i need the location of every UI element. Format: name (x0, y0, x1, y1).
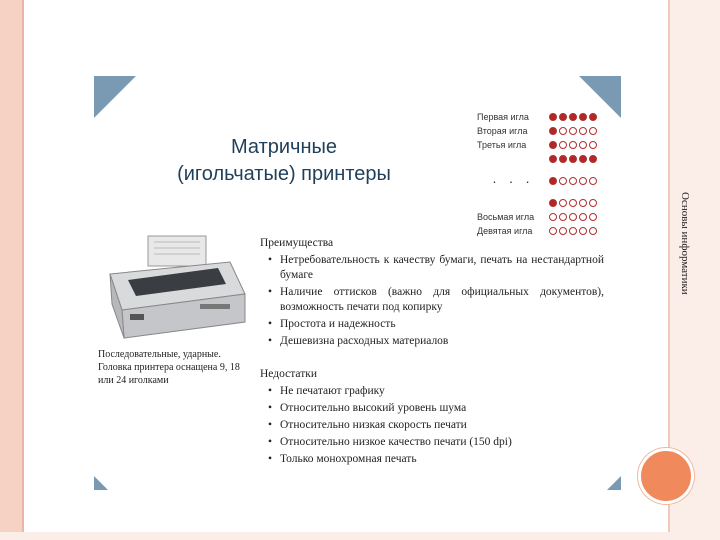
needle-dot (589, 155, 597, 163)
needle-dots (549, 213, 597, 221)
needle-dot (579, 227, 587, 235)
needle-dot (579, 113, 587, 121)
list-item: • Дешевизна расходных материалов (268, 335, 449, 347)
needle-dots (549, 227, 597, 235)
left-frame-band (0, 0, 22, 540)
needle-dot (549, 199, 557, 207)
left-frame-line (22, 0, 24, 540)
needle-dot (559, 113, 567, 121)
needle-dot (549, 227, 557, 235)
list-item: • Не печатают графику (268, 385, 385, 397)
list-item-text: Только монохромная печать (280, 453, 417, 465)
side-label: Основы информатики (679, 192, 691, 295)
list-item: • Наличие оттисков (важно для официальных документов), возможность печати под копирку (268, 286, 604, 313)
decorative-circle (638, 448, 694, 504)
needle-dot (589, 127, 597, 135)
needle-row (477, 110, 617, 124)
needle-label: Восьмая игла (477, 212, 535, 222)
needle-dot (589, 177, 597, 185)
corner-bottom-left (94, 476, 108, 490)
needle-dot (589, 141, 597, 149)
list-item-text: Относительно высокий уровень шума (280, 402, 467, 414)
list-item-text: Наличие оттисков (важно для официальных документов), возможность печати под копирку (280, 286, 604, 313)
needle-dot (549, 127, 557, 135)
list-item: • Относительно низкая скорость печати (268, 419, 467, 431)
needle-dot (549, 113, 557, 121)
needle-dot (559, 127, 567, 135)
list-item-text: Нетребовательность к качеству бумаги, печать на нестандартной бумаге (280, 254, 604, 281)
list-item: • Относительно низкое качество печати (150 dpi) (268, 436, 512, 448)
needle-dot (549, 177, 557, 185)
needle-dot (569, 155, 577, 163)
needle-dot (579, 199, 587, 207)
needle-label: Третья игла (477, 140, 527, 150)
list-item: • Относительно высокий уровень шума (268, 402, 467, 414)
needle-dot (569, 127, 577, 135)
needle-row (477, 210, 617, 224)
needle-dot (559, 177, 567, 185)
needle-dot (569, 199, 577, 207)
needle-dot (589, 213, 597, 221)
needle-row (477, 124, 617, 138)
needle-dot (569, 213, 577, 221)
caption-line: или 24 иголками (98, 375, 169, 386)
needle-dot (589, 199, 597, 207)
title-line: (игольчатые) принтеры (177, 163, 391, 185)
needle-dots (549, 127, 597, 135)
needle-dot (579, 213, 587, 221)
needle-dot (569, 141, 577, 149)
disadvantages-heading: Недостатки (260, 368, 317, 380)
needle-dot (559, 141, 567, 149)
needle-dot (569, 113, 577, 121)
caption-line: Последовательные, ударные. (98, 349, 221, 360)
needle-dots (549, 199, 597, 207)
needle-dot (589, 113, 597, 121)
list-item-text: Не печатают графику (280, 385, 385, 397)
needle-dot (559, 199, 567, 207)
needle-label: Первая игла (477, 112, 529, 122)
needle-dots (549, 155, 597, 163)
needle-dot (549, 155, 557, 163)
printer-caption (98, 348, 258, 387)
needle-ellipsis: · · · (492, 173, 534, 189)
needle-dot (579, 127, 587, 135)
list-item: • Нетребовательность к качеству бумаги, печать на нестандартной бумаге (268, 254, 604, 281)
needle-dot (569, 177, 577, 185)
needle-label: Вторая игла (477, 126, 528, 136)
list-item-text: Относительно низкая скорость печати (280, 419, 467, 431)
needle-dots (549, 141, 597, 149)
title-line: Матричные (231, 136, 337, 158)
needle-dot (579, 155, 587, 163)
needle-ellipsis-row (477, 166, 617, 196)
needle-dot (549, 213, 557, 221)
list-item-text: Простота и надежность (280, 318, 396, 330)
slide-image (94, 76, 621, 490)
list-item: • Простота и надежность (268, 318, 396, 330)
slide-title (134, 134, 434, 188)
needle-diagram (477, 110, 617, 236)
needle-dot (569, 227, 577, 235)
needle-dot (559, 227, 567, 235)
list-item-text: Дешевизна расходных материалов (280, 335, 449, 347)
caption-line: Головка принтера оснащена 9, 18 (98, 362, 240, 373)
bottom-frame-band (0, 532, 720, 540)
needle-dot (579, 177, 587, 185)
needle-dot (549, 141, 557, 149)
needle-dot (559, 155, 567, 163)
needle-dot (589, 227, 597, 235)
needle-dots (549, 177, 597, 185)
corner-top-left (94, 76, 136, 118)
slide-content (260, 236, 604, 469)
needle-dot (579, 141, 587, 149)
disadvantages-list (260, 384, 604, 467)
advantages-heading: Преимущества (260, 237, 334, 249)
needle-label: Девятая игла (477, 226, 533, 236)
needle-row (477, 196, 617, 210)
advantages-list (260, 253, 604, 349)
list-item-text: Относительно низкое качество печати (150 dpi) (280, 436, 512, 448)
needle-dot (559, 213, 567, 221)
needle-row (477, 138, 617, 152)
needle-dots (549, 113, 597, 121)
corner-bottom-right (607, 476, 621, 490)
list-item: • Только монохромная печать (268, 453, 417, 465)
printer-image (100, 234, 250, 344)
needle-row (477, 152, 617, 166)
